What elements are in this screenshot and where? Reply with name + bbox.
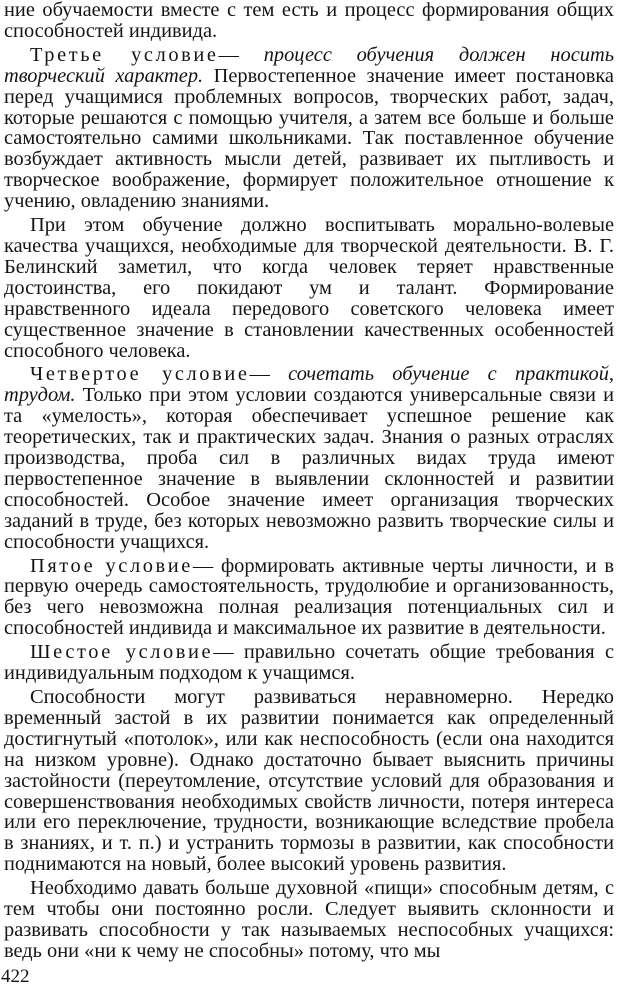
condition-heading: Шестое условие xyxy=(30,641,214,664)
paragraph xyxy=(4,364,614,552)
condition-heading: Пятое условие xyxy=(30,554,193,577)
paragraph-text: — правильно сочетать общие требования с индивидуальным подходом к учащимся. xyxy=(4,641,614,685)
page-number: 422 xyxy=(1,966,30,987)
condition-heading: Четвертое условие xyxy=(30,363,250,386)
paragraph xyxy=(4,642,614,684)
paragraph xyxy=(4,45,614,212)
paragraph-text: При этом обучение должно воспитывать морально-волевые качества учащихся, необходимые для творческой деятельности. В. Г. Белинский заметил, что когда человек теряет нравственные достоинства, его покидают ум и талант. Формирование нравственного идеала передового советского человека имеет существенное значение в становлении качественных особенностей способного человека. xyxy=(4,214,614,362)
paragraph xyxy=(4,0,614,42)
book-page xyxy=(4,0,614,992)
condition-heading: Третье условие xyxy=(30,43,219,66)
paragraph-text: Необходимо давать больше духовной «пищи» способным детям, с тем чтобы они постоянно росли. Следует выявить склонности и развивать способности у так называемых неспособных учащихся: ведь они «ни к чему не способны» потому, что мы xyxy=(4,877,614,962)
condition-emphasis: сочетать обучение с практикой, трудом. xyxy=(4,363,614,407)
condition-emphasis: процесс обучения должен носить творческий характер. xyxy=(4,43,614,87)
paragraph-text: — xyxy=(249,363,289,386)
paragraph xyxy=(4,687,614,875)
paragraph-text: Только при этом условии создаются универсальные связи и та «умелость», которая обеспечивает успешное решение как теоретических, так и практических задач. Знания о разных отраслях производства, проба сил в различных видах труда имеют первостепенное значение в выявлении склонностей и развитии способностей. Особое значение имеет организация творческих заданий в труде, без которых невозможно развить творческие силы и способности учащихся. xyxy=(4,384,614,553)
paragraph-text: Первостепенное значение имеет постановка перед учащимися проблемных вопросов, творческих работ, задач, которые решаются с помощью учителя, а затем все больше и больше самостоятельно самими школьниками. Так поставленное обучение возбуждает активность мысли детей, развивает их пытливость и творческое воображение, формирует положительное отношение к учению, овладению знаниями. xyxy=(4,64,614,213)
paragraph xyxy=(4,215,614,361)
paragraph-text: ние обучаемости вместе с тем есть и процесс формирования общих способностей индивида. xyxy=(4,0,614,42)
paragraph-text: Способности могут развиваться неравномерно. Нередко временный застой в их развитии понимается как определенный достигнутый «потолок», или как неспособность (если она находится на низком уровне). Однако достаточно бывает выяснить причины застойности (переутомление, отсутствие условий для образования и совершенствования необходимых свойств личности, потеря интереса или его переключение, трудности, возникающие вследствие пробела в знаниях, и т. п.) и устранить тормозы в развитии, как способности поднимаются на новый, более высокий уровень развития. xyxy=(4,686,614,876)
paragraph-text: — xyxy=(218,43,264,66)
paragraph xyxy=(4,556,614,640)
paragraph-text: — формировать активные черты личности, и в первую очередь самостоятельность, трудолюбие и организованность, без чего невозможна полная реализация потенциальных сил и способностей индивида и максимальное их развитие в деятельности. xyxy=(4,554,614,640)
paragraph xyxy=(4,878,614,962)
